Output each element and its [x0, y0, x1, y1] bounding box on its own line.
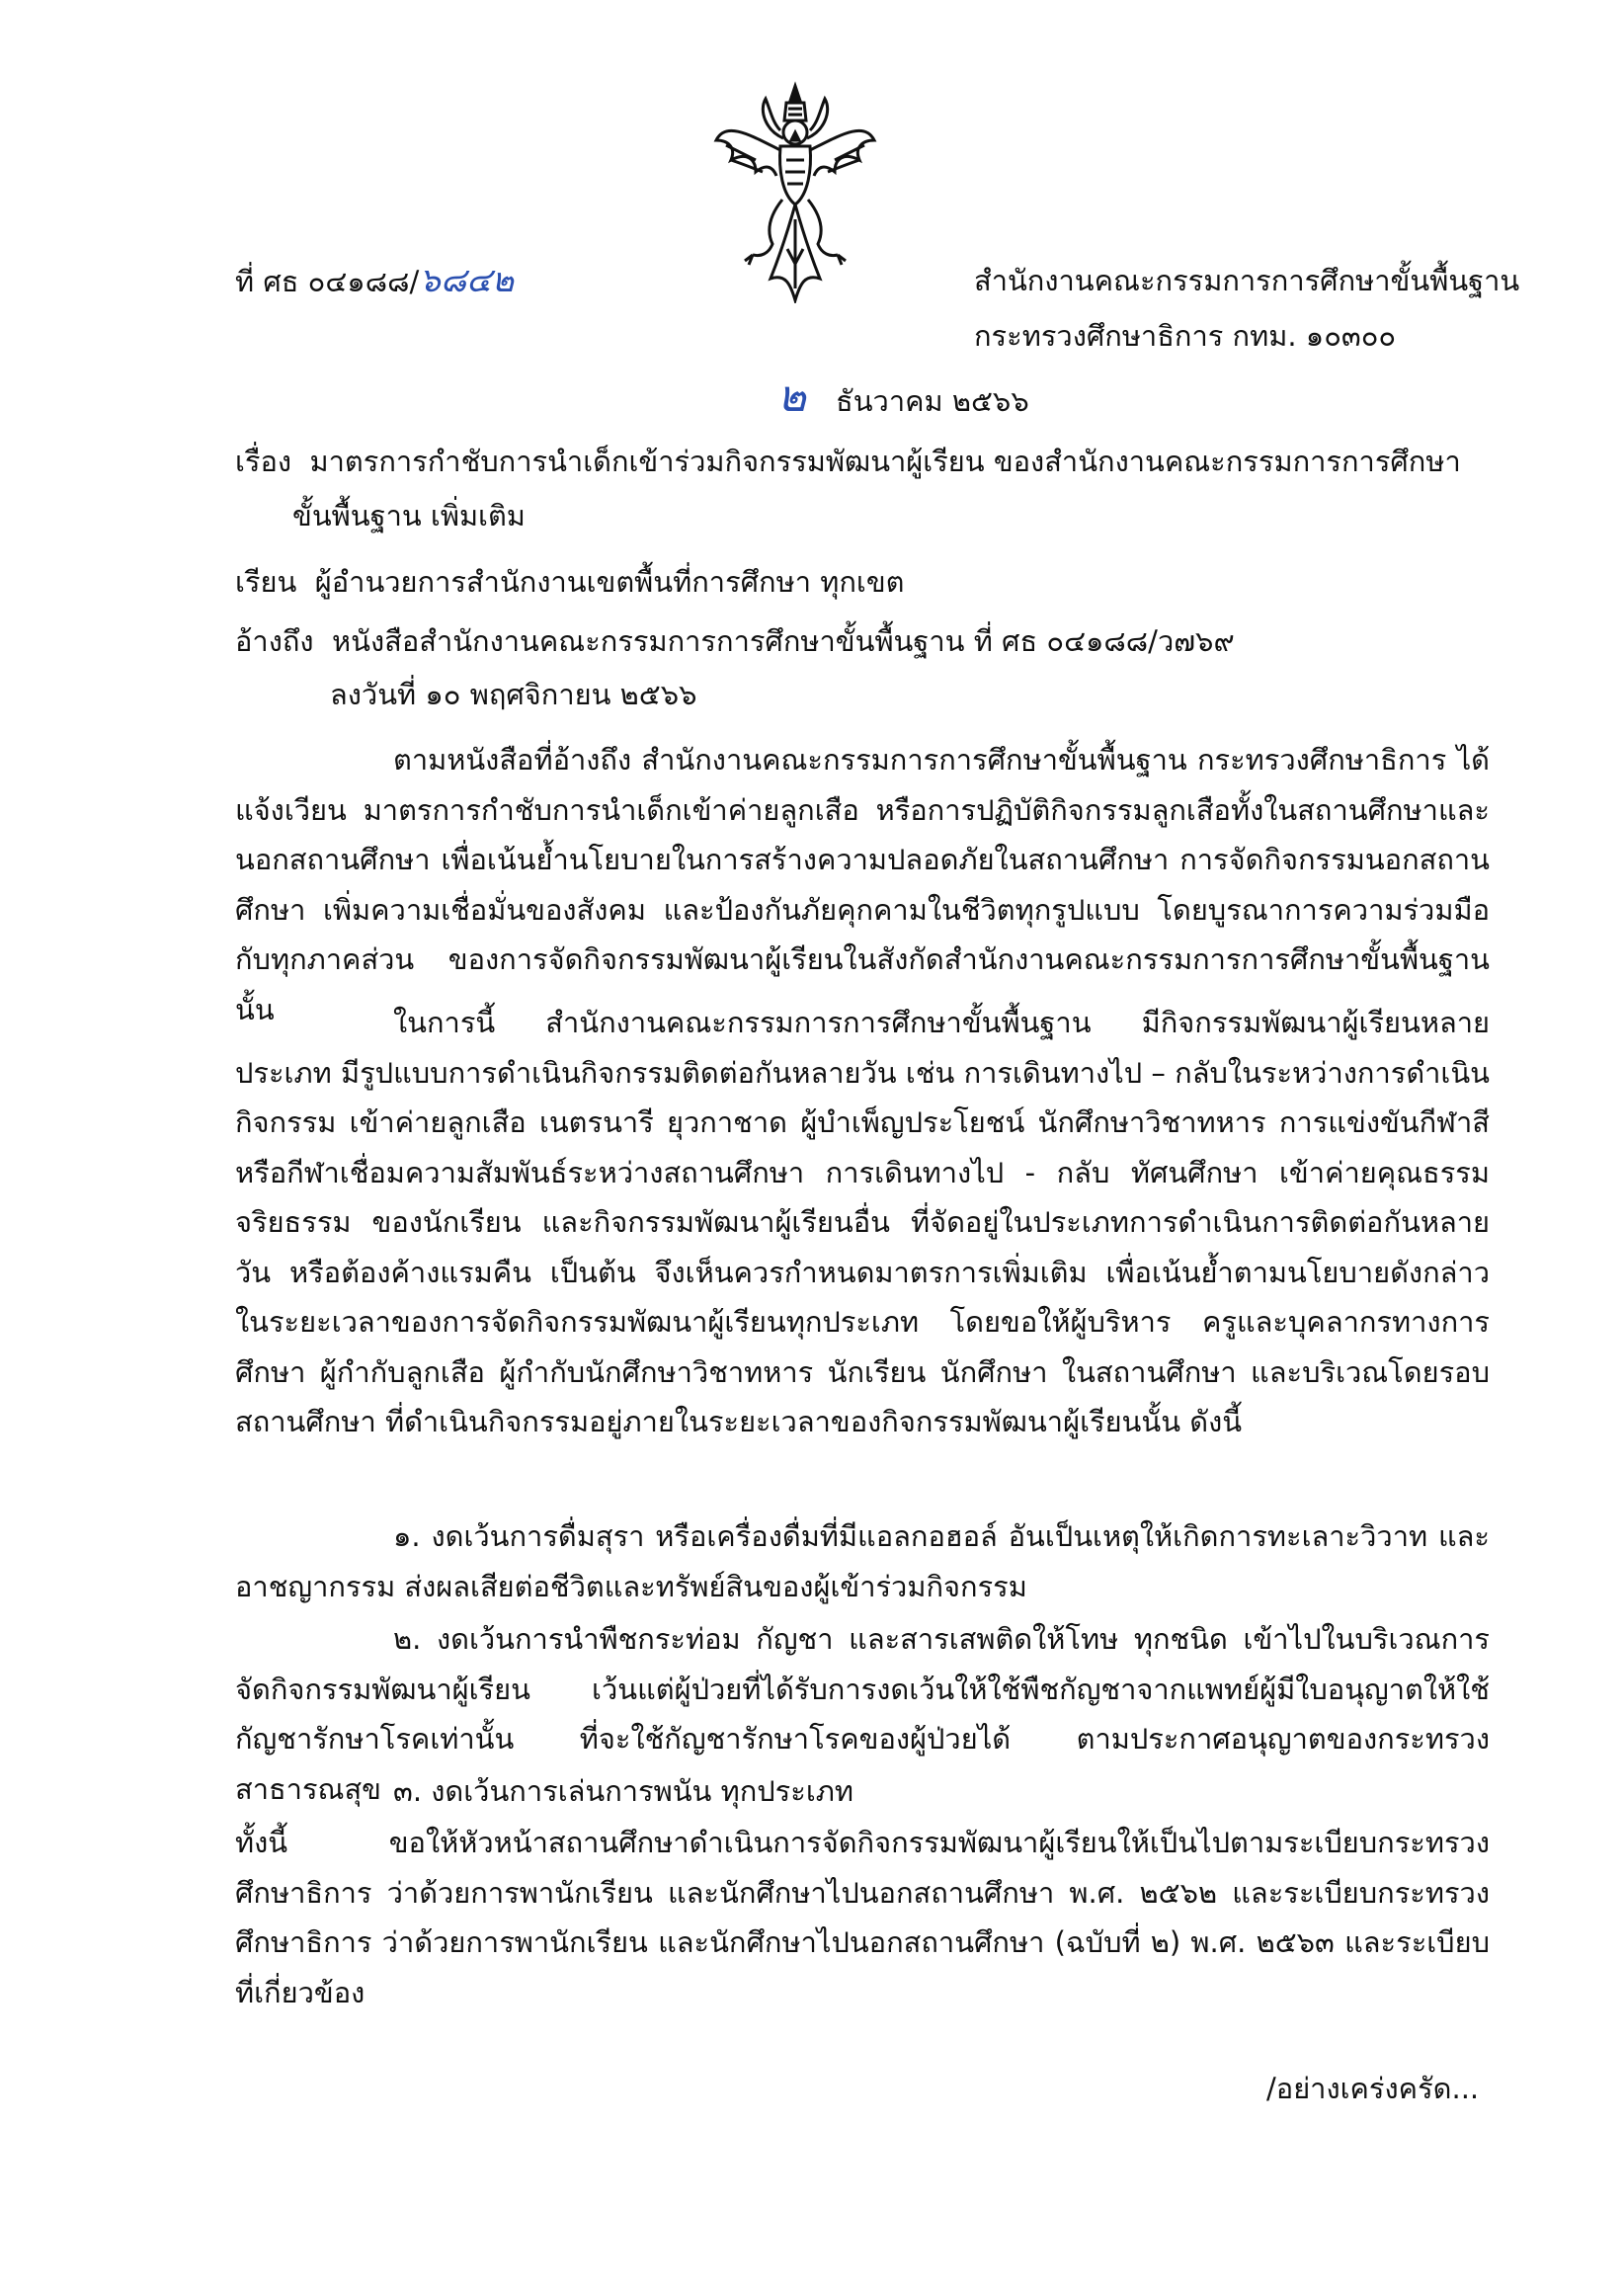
addressee-label: เรียน: [235, 565, 297, 599]
measure-item-2-text: ๒. งดเว้นการนำพืชกระท่อม กัญชา และสารเสพติดให้โทษ ทุกชนิด เข้าไปในบริเวณการจัดกิจกรรมพัฒนาผู้เรียน เว้นแต่ผู้ป่วยที่ได้รับการงดเว้นให้ใช้พืชกัญชาจากแพทย์ผู้มีใบอนุญาตให้ใช้กัญชารักษาโรคเท่านั้น ที่จะใช้กัญชารักษาโรคของผู้ป่วยได้ ตามประกาศอนุญาตของกระทรวงสาธารณสุข: [235, 1622, 1490, 1806]
reference-text-1: หนังสือสำนักงานคณะกรรมการการศึกษาขั้นพื้นฐาน ที่ ศธ ๐๔๑๘๘/ว๗๖๙: [332, 624, 1235, 658]
reference-line: [235, 619, 1235, 663]
reference-text-2: ลงวันที่ ๑๐ พฤศจิกายน ๒๕๖๖: [330, 678, 697, 711]
date-month-year: ธันวาคม ๒๕๖๖: [836, 384, 1029, 418]
ref-number-handwritten: ๖๘๔๒: [419, 261, 515, 300]
continued-marker: /อย่างเคร่งครัด...: [1266, 2072, 1480, 2105]
reference-label: อ้างถึง: [235, 624, 314, 658]
addressee-line: [235, 560, 904, 604]
office-address: กระทรวงศึกษาธิการ กทม. ๑๐๓๐๐: [974, 319, 1397, 353]
letter-date: [777, 371, 1029, 423]
ref-number-prefix: ที่ ศธ ๐๔๑๘๘/: [235, 265, 420, 298]
body-paragraph-3-text: ทั้งนี้ ขอให้หัวหน้าสถานศึกษาดำเนินการจัดกิจกรรมพัฒนาผู้เรียนให้เป็นไปตามระเบียบกระทรวงศึกษาธิการ ว่าด้วยการพานักเรียน และนักศึกษาไปนอกสถานศึกษา พ.ศ. ๒๕๖๒ และระเบียบกระทรวงศึกษาธิการ ว่าด้วยการพานักเรียน และนักศึกษาไปนอกสถานศึกษา (ฉบับที่ ๒) พ.ศ. ๒๕๖๓ และระเบียบที่เกี่ยวข้อง: [235, 1826, 1490, 2009]
body-paragraph-2: [235, 998, 1490, 1447]
measure-item-3: [235, 1766, 1490, 1817]
addressee-text: ผู้อำนวยการสำนักงานเขตพื้นที่การศึกษา ทุกเขต: [314, 565, 905, 599]
subject-text-2: ขั้นพื้นฐาน เพิ่มเติม: [292, 499, 526, 532]
subject-line: [235, 440, 1461, 483]
body-paragraph-1-text: ตามหนังสือที่อ้างถึง สำนักงานคณะกรรมการการศึกษาขั้นพื้นฐาน กระทรวงศึกษาธิการ ได้แจ้งเวียน มาตรการกำชับการนำเด็กเข้าค่ายลูกเสือ หรือการปฏิบัติกิจกรรมลูกเสือทั้งในสถานศึกษาและนอกสถานศึกษา เพื่อเน้นย้ำนโยบายในการสร้างความปลอดภัยในสถานศึกษา การจัดกิจกรรมนอกสถานศึกษา เพิ่มความเชื่อมั่นของสังคม และป้องกันภัยคุกคามในชีวิตทุกรูปแบบ โดยบูรณาการความร่วมมือกับทุกภาคส่วน ของการจัดกิจกรรมพัฒนาผู้เรียนในสังกัดสำนักงานคณะกรรมการการศึกษาขั้นพื้นฐาน นั้น: [235, 743, 1490, 1026]
date-day-handwritten: ๒: [777, 371, 807, 422]
measure-item-3-text: ๓. งดเว้นการเล่นการพนัน ทุกประเภท: [393, 1774, 853, 1808]
ref-number: [235, 259, 514, 303]
measure-item-1: [235, 1512, 1490, 1611]
measure-item-1-text: ๑. งดเว้นการดื่มสุรา หรือเครื่องดื่มที่มีแอลกอฮอล์ อันเป็นเหตุให้เกิดการทะเลาะวิวาท และอาชญากรรม ส่งผลเสียต่อชีวิตและทรัพย์สินของผู้เข้าร่วมกิจกรรม: [235, 1519, 1490, 1603]
subject-text-1: มาตรการกำชับการนำเด็กเข้าร่วมกิจกรรมพัฒนาผู้เรียน ของสำนักงานคณะกรรมการการศึกษา: [309, 445, 1461, 478]
body-paragraph-3: [235, 1818, 1490, 2017]
body-paragraph-2-text: ในการนี้ สำนักงานคณะกรรมการการศึกษาขั้นพื้นฐาน มีกิจกรรมพัฒนาผู้เรียนหลายประเภท มีรูปแบบการดำเนินกิจกรรมติดต่อกันหลายวัน เช่น การเดินทางไป – กลับในระหว่างการดำเนินกิจกรรม เข้าค่ายลูกเสือ เนตรนารี ยุวกาชาด ผู้บำเพ็ญประโยชน์ นักศึกษาวิชาทหาร การแข่งขันกีฬาสี หรือกีฬาเชื่อมความสัมพันธ์ระหว่างสถานศึกษา การเดินทางไป - กลับ ทัศนศึกษา เข้าค่ายคุณธรรม จริยธรรม ของนักเรียน และกิจกรรมพัฒนาผู้เรียนอื่น ที่จัดอยู่ในประเภทการดำเนินการติดต่อกันหลายวัน หรือต้องค้างแรมคืน เป็นต้น จึงเห็นควรกำหนดมาตรการเพิ่มเติม เพื่อเน้นย้ำตามนโยบายดังกล่าว ในระยะเวลาของการจัดกิจกรรมพัฒนาผู้เรียนทุกประเภท โดยขอให้ผู้บริหาร ครูและบุคลากรทางการศึกษา ผู้กำกับลูกเสือ ผู้กำกับนักศึกษาวิชาทหาร นักเรียน นักศึกษา ในสถานศึกษา และบริเวณโดยรอบสถานศึกษา ที่ดำเนินกิจกรรมอยู่ภายในระยะเวลาของกิจกรรมพัฒนาผู้เรียนนั้น ดังนี้: [235, 1006, 1490, 1438]
body-paragraph-1: [235, 735, 1490, 1034]
subject-label: เรื่อง: [235, 445, 292, 478]
office-name: สำนักงานคณะกรรมการการศึกษาขั้นพื้นฐาน: [974, 264, 1520, 297]
garuda-emblem: [711, 81, 879, 303]
